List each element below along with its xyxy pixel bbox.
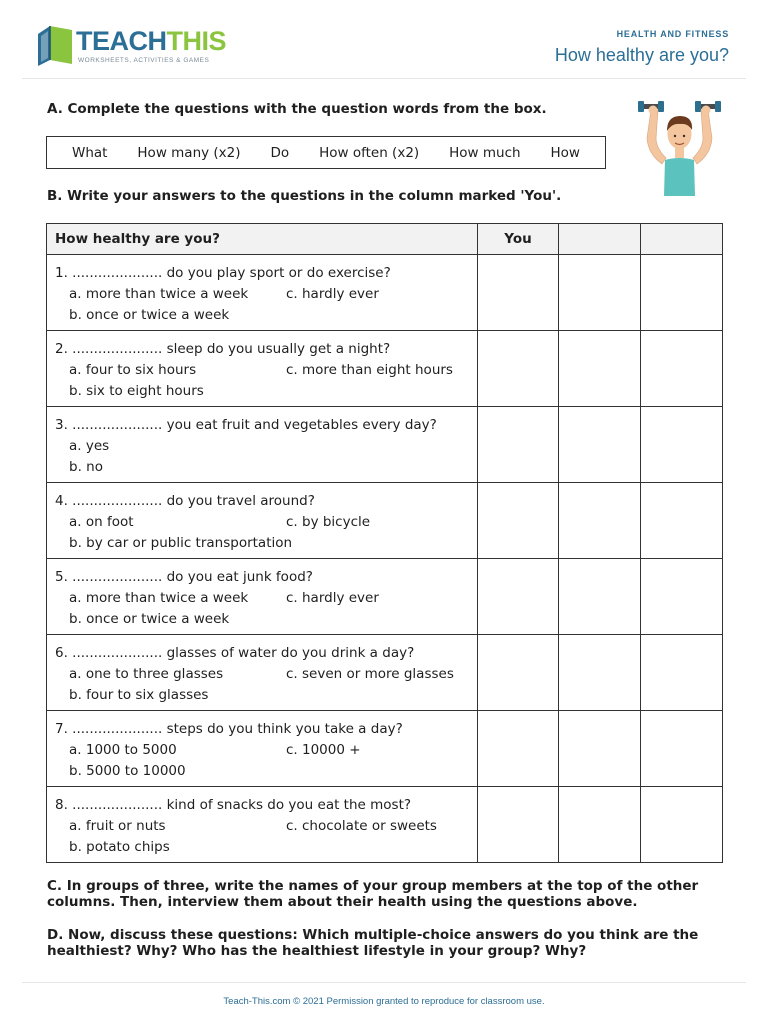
answer-option: b. once or twice a week [69, 611, 230, 627]
question-word: How [550, 144, 580, 161]
answer-option: a. four to six hours [69, 362, 197, 378]
table-row [47, 483, 723, 559]
answer-option: b. by car or public transportation [69, 535, 293, 551]
question-stem: 1. ..................... do you play sport or do exercise? [55, 265, 391, 281]
member-answer-cell[interactable] [559, 255, 641, 331]
question-stem: 4. ..................... do you travel around? [55, 493, 315, 509]
man-lifting-dumbbells-illustration [632, 98, 727, 198]
answer-option: b. no [69, 459, 103, 475]
member-answer-cell[interactable] [559, 559, 641, 635]
question-word: How often (x2) [319, 144, 420, 161]
footer-copyright: Teach-This.com © 2021 Permission granted to reproduce for classroom use. [223, 996, 545, 1007]
you-answer-cell[interactable] [478, 787, 559, 863]
question-stem: 3. ..................... you eat fruit and vegetables every day? [55, 417, 437, 433]
answer-option: a. 1000 to 5000 [69, 742, 177, 758]
logo-word-this: THIS [166, 26, 227, 56]
logo-wordmark [76, 26, 226, 57]
question-cell [47, 559, 478, 635]
question-column-header: How healthy are you? [47, 224, 478, 255]
you-answer-cell[interactable] [478, 331, 559, 407]
health-survey-table [46, 223, 723, 863]
you-answer-cell[interactable] [478, 483, 559, 559]
you-answer-cell[interactable] [478, 559, 559, 635]
answer-option: a. one to three glasses [69, 666, 224, 682]
logo-word-teach: TEACH [76, 26, 167, 56]
answer-options [55, 512, 469, 554]
instruction-d: D. Now, discuss these questions: Which multiple-choice answers do you think are the healthiest? Why? Who has the healthiest lifestyle in your group? Why? [47, 927, 699, 959]
question-item [47, 559, 477, 630]
question-item [47, 331, 477, 402]
question-word: What [71, 144, 108, 161]
you-answer-cell[interactable] [478, 255, 559, 331]
member-answer-cell[interactable] [559, 331, 641, 407]
answer-option: c. 10000 + [286, 742, 361, 758]
member-answer-cell[interactable] [559, 635, 641, 711]
answer-option [286, 457, 486, 478]
answer-options [55, 436, 469, 478]
answer-options [55, 664, 469, 706]
answer-option [286, 685, 486, 706]
question-item [47, 787, 477, 858]
book-logo-icon [36, 24, 76, 68]
answer-option: a. yes [69, 438, 110, 454]
answer-option [286, 609, 486, 630]
answer-options [55, 588, 469, 630]
member-column-header[interactable] [641, 224, 723, 255]
answer-option: c. chocolate or sweets [286, 818, 437, 834]
table-row [47, 255, 723, 331]
question-item [47, 255, 477, 326]
question-stem: 7. ..................... steps do you think you take a day? [55, 721, 403, 737]
question-cell [47, 407, 478, 483]
you-answer-cell[interactable] [478, 711, 559, 787]
question-stem: 8. ..................... kind of snacks do you eat the most? [55, 797, 412, 813]
question-stem: 5. ..................... do you eat junk food? [55, 569, 313, 585]
table-row [47, 331, 723, 407]
answer-option: a. on foot [69, 514, 134, 530]
member-answer-cell[interactable] [559, 711, 641, 787]
answer-option [286, 761, 486, 782]
worksheet-category: HEALTH AND FITNESS [616, 29, 729, 39]
page-header [0, 0, 768, 78]
answer-option: c. hardly ever [286, 286, 379, 302]
answer-option: c. by bicycle [286, 514, 371, 530]
answer-options [55, 816, 469, 858]
you-answer-cell[interactable] [478, 407, 559, 483]
header-divider [22, 78, 746, 79]
question-cell [47, 255, 478, 331]
member-answer-cell[interactable] [641, 255, 723, 331]
instruction-b: B. Write your answers to the questions in the column marked 'You'. [47, 188, 562, 204]
you-answer-cell[interactable] [478, 635, 559, 711]
answer-option [286, 305, 486, 326]
question-word-box [46, 136, 606, 169]
member-answer-cell[interactable] [641, 787, 723, 863]
answer-option [286, 436, 486, 457]
answer-option: b. six to eight hours [69, 383, 204, 399]
question-word: Do [270, 144, 290, 161]
answer-option: c. hardly ever [286, 590, 379, 606]
answer-option: b. once or twice a week [69, 307, 230, 323]
table-row [47, 787, 723, 863]
page-title: How healthy are you? [554, 45, 729, 65]
answer-option: c. seven or more glasses [286, 666, 454, 682]
answer-option [286, 837, 486, 858]
question-word: How much [449, 144, 521, 161]
member-answer-cell[interactable] [559, 407, 641, 483]
question-stem: 6. ..................... glasses of water do you drink a day? [55, 645, 415, 661]
member-answer-cell[interactable] [641, 635, 723, 711]
answer-option: b. potato chips [69, 839, 170, 855]
instruction-a: A. Complete the questions with the question words from the box. [47, 101, 547, 117]
table-header-row [47, 224, 723, 255]
answer-options [55, 360, 469, 402]
question-cell [47, 711, 478, 787]
question-item [47, 711, 477, 782]
answer-option: a. more than twice a week [69, 590, 249, 606]
question-stem: 2. ..................... sleep do you usually get a night? [55, 341, 391, 357]
member-column-header[interactable] [559, 224, 641, 255]
answer-options [55, 740, 469, 782]
answer-option [286, 533, 486, 554]
you-column-header: You [478, 224, 559, 255]
table-row [47, 711, 723, 787]
teach-this-logo[interactable] [36, 24, 236, 70]
answer-option [286, 381, 486, 402]
answer-options [55, 284, 469, 326]
instruction-c: C. In groups of three, write the names of your group members at the top of the other columns. Then, interview them about their health using the questions above. [47, 878, 699, 910]
member-answer-cell[interactable] [641, 407, 723, 483]
question-item [47, 407, 477, 478]
logo-tagline: WORKSHEETS, ACTIVITIES & GAMES [78, 57, 210, 64]
answer-option: a. more than twice a week [69, 286, 249, 302]
answer-option: b. four to six glasses [69, 687, 209, 703]
question-cell [47, 635, 478, 711]
question-cell [47, 787, 478, 863]
answer-option: b. 5000 to 10000 [69, 763, 186, 779]
answer-option: c. more than eight hours [286, 362, 453, 378]
question-word: How many (x2) [137, 144, 241, 161]
table-row [47, 559, 723, 635]
member-answer-cell[interactable] [641, 331, 723, 407]
table-row [47, 407, 723, 483]
member-answer-cell[interactable] [641, 559, 723, 635]
answer-option: a. fruit or nuts [69, 818, 166, 834]
footer-divider [22, 982, 746, 983]
question-cell [47, 331, 478, 407]
table-row [47, 635, 723, 711]
member-answer-cell[interactable] [641, 711, 723, 787]
member-answer-cell[interactable] [559, 787, 641, 863]
question-cell [47, 483, 478, 559]
question-item [47, 635, 477, 706]
member-answer-cell[interactable] [641, 483, 723, 559]
question-item [47, 483, 477, 554]
member-answer-cell[interactable] [559, 483, 641, 559]
